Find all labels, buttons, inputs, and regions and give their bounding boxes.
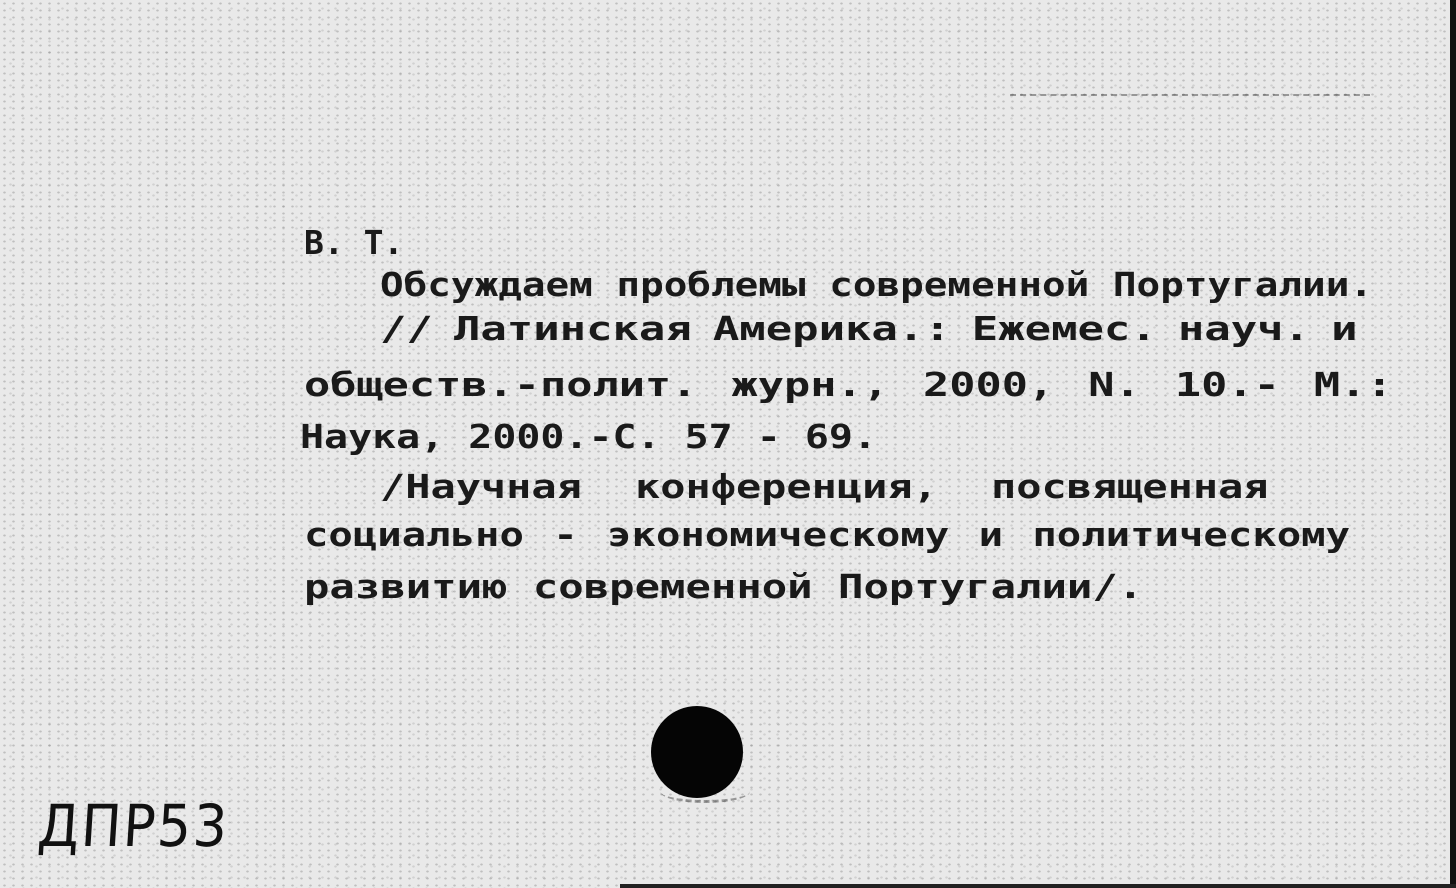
card-source-line-1: // Латинская Америка.: Ежемес. науч. и: [380, 309, 1358, 348]
card-note-line-1: /Научная конференция, посвященная: [380, 467, 1269, 506]
card-bottom-edge: [620, 884, 1456, 888]
card-source-line-2: обществ.-полит. журн., 2000, N. 10.- М.:: [304, 365, 1393, 404]
faint-rule: [1010, 94, 1370, 96]
card-source-line-3: Наука, 2000.-С. 57 - 69.: [300, 417, 877, 456]
card-right-edge: [1450, 0, 1456, 888]
card-note-line-2: социально - экономическому и политическому: [304, 515, 1351, 554]
card-title: Обсуждаем проблемы современной Португалии.: [380, 265, 1373, 304]
handwritten-shelfmark: ДПР53: [35, 792, 232, 860]
card-note-line-3: развитию современной Португалии/.: [304, 567, 1144, 606]
punch-hole-shadow: [660, 780, 750, 803]
card-author: В. Т.: [304, 223, 404, 262]
